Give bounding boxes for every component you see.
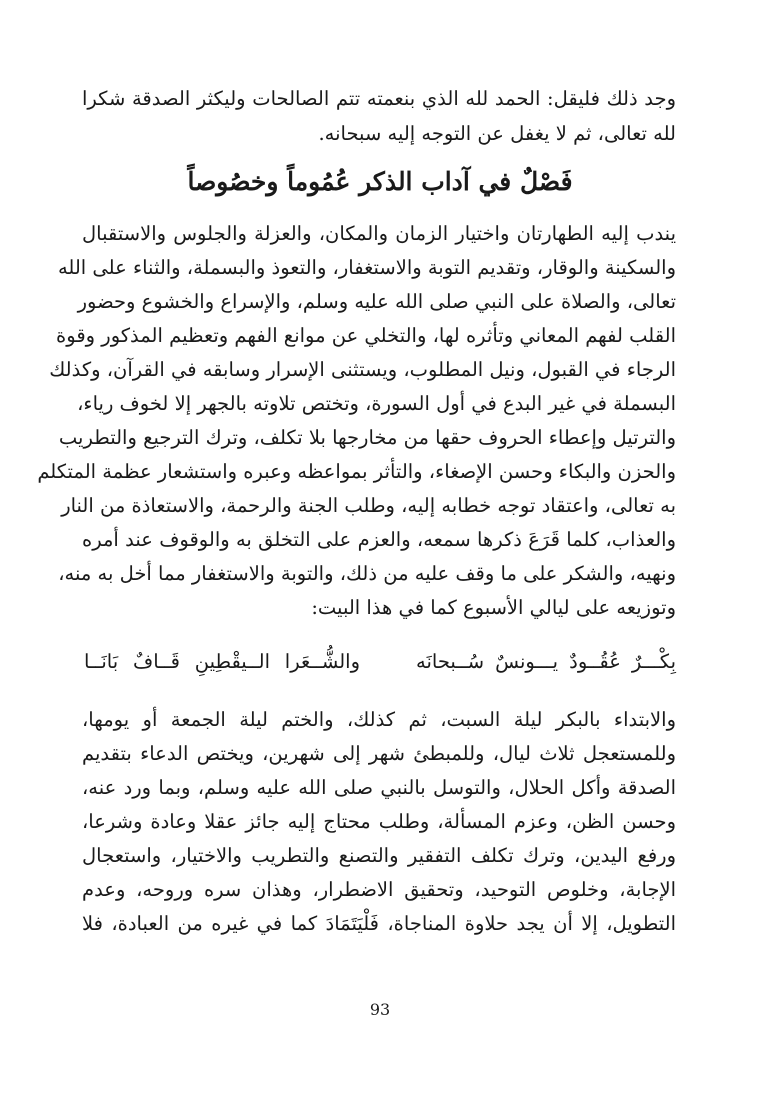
paragraph-1-line: والحزن والبكاء وحسن الإصغاء، والتأثر بمواعظه وعبره واستشعار عظمة المتكلم [37,460,676,483]
paragraph-1-line: والسكينة والوقار، وتقديم التوبة والاستغفار، والتعوذ والبسملة، والثناء على الله [57,256,676,279]
paragraph-1-line: البسملة في غير البدع في أول السورة، وتختص تلاوته بالجهر إلا لخوف رياء، [77,392,676,415]
paragraph-1-line: القلب لفهم المعاني وتأثره لها، والتخلي عن موانع الفهم وتعظيم المذكور وقوة [56,324,676,347]
paragraph-2-line: وحسن الظن، وعزم المسألة، وطلب محتاج إليه جائز عقلا وعادة وشرعا، [82,810,676,833]
paragraph-1-line: والترتيل وإعطاء الحروف حقها من مخارجها بلا تكلف، وترك الترجيع والتطريب [58,426,676,449]
paragraph-1-line: وتوزيعه على ليالي الأسبوع كما في هذا البيت: [311,596,676,619]
paragraph-1-line: به تعالى، واعتقاد توجه خطابه إليه، وطلب الجنة والرحمة، والاستعاذة من النار [61,494,676,517]
intro-line-2: لله تعالى، ثم لا يغفل عن التوجه إليه سبحانه. [318,122,676,145]
intro-line-1: وجد ذلك فليقل: الحمد لله الذي بنعمته تتم الصالحات وليكثر الصدقة شكرا [82,87,676,110]
paragraph-2-line: وللمستعجل ثلاث ليال، وللمبطئ شهر إلى شهرين، ويختص الدعاء بتقديم [82,742,676,765]
verse-first-hemistich: بِكْـــرٌ عُقُــودٌ يـــونسٌ سُــبحانَه [416,650,676,673]
paragraph-1-line: ونهيه، والشكر على ما وقف عليه من ذلك، والتوبة والاستغفار مما أخل به منه، [58,562,676,585]
paragraph-2-line: والابتداء بالبكر ليلة السبت، ثم كذلك، والختم ليلة الجمعة أو يومها، [82,708,676,731]
section-title: فَصْلٌ في آداب الذكر عُمُوماً وخصُوصاً [187,167,573,196]
paragraph-2-line: التطويل، إلا أن يجد حلاوة المناجاة، فَلْيَتَمَادَ كما في غيره من العبادة، فلا [82,912,676,935]
paragraph-1-line: والعذاب، كلما قَرَعَ ذكرها سمعه، والعزم على التخلق به والوقوف عند أمره [82,528,676,551]
verse-second-hemistich: والشُّــعَرا الــيقْطِينِ قَــافٌ بَانَــا [84,650,360,673]
paragraph-2-line: الصدقة وأكل الحلال، والتوسل بالنبي صلى الله عليه وسلم، وبما ورد عنه، [82,776,676,799]
paragraph-1-line: تعالى، والصلاة على النبي صلى الله عليه وسلم، والإسراع والخشوع وحضور [77,290,676,313]
paragraph-2-line: الإجابة، وخلوص التوحيد، وتحقيق الاضطرار، وهذان سره وروحه، وعدم [82,878,676,901]
paragraph-2-line: ورفع اليدين، وترك تكلف التفقير والتصنع والتطريب والاختيار، واستعجال [82,844,676,867]
paragraph-1-line: الرجاء في القبول، ونيل المطلوب، ويستثنى الإسرار وسابقه في القرآن، وكذلك [49,358,676,381]
paragraph-1-line: يندب إليه الطهارتان واختيار الزمان والمكان، والعزلة والجلوس والاستقبال [82,222,676,245]
page-number: 93 [369,1000,391,1019]
